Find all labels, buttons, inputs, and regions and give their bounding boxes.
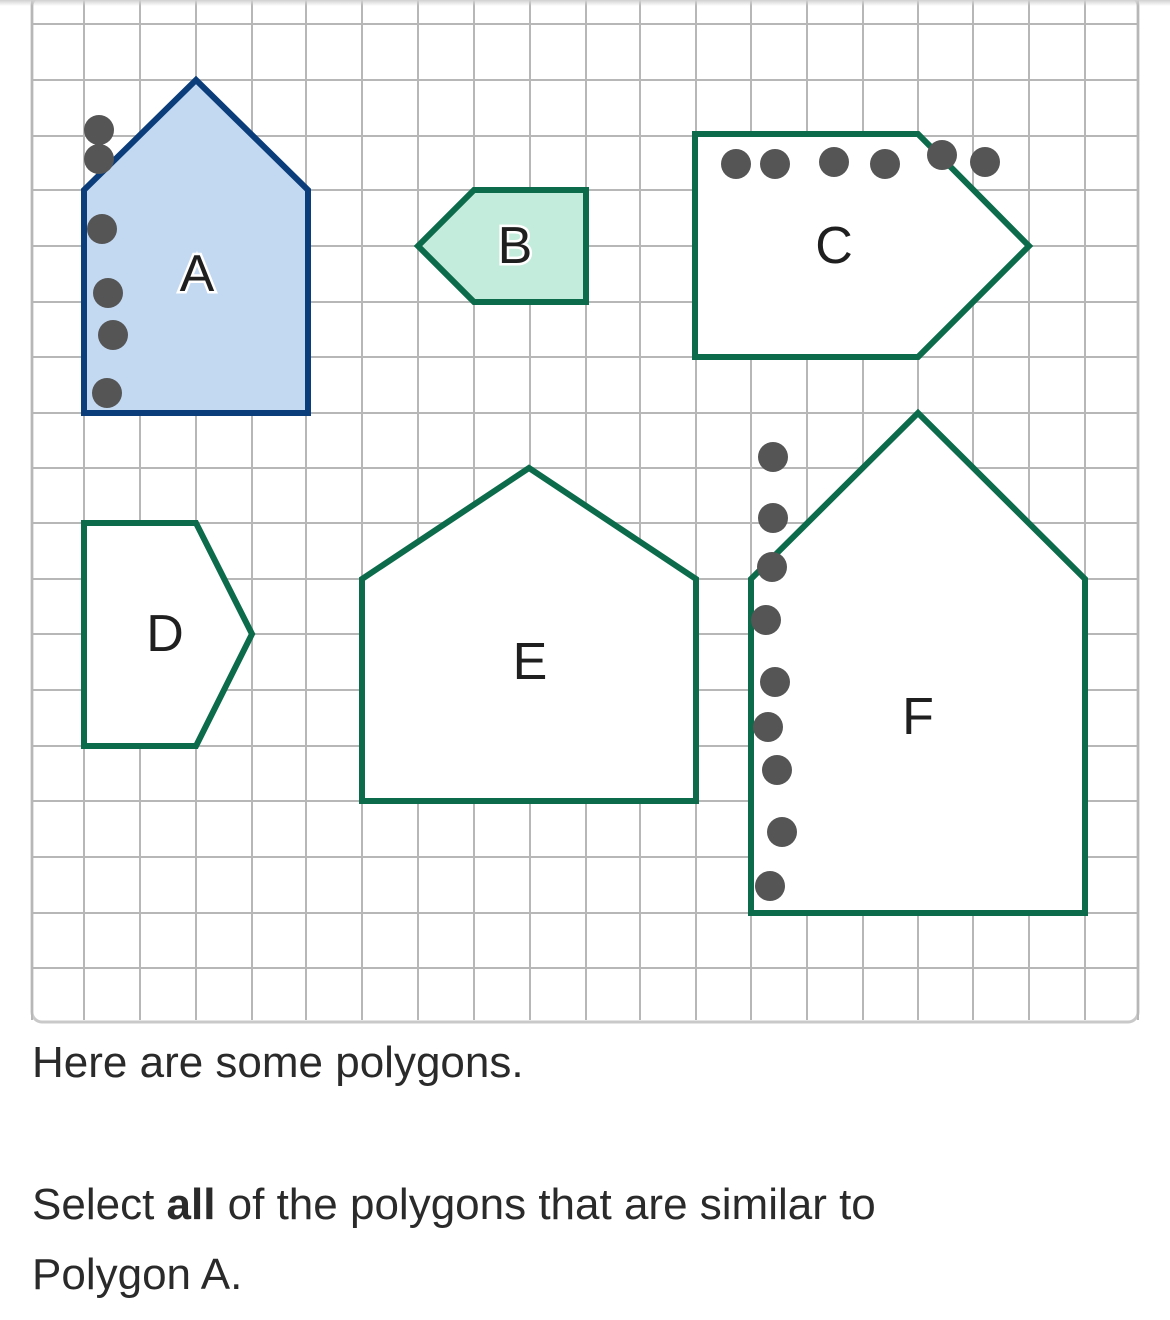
top-shadow (0, 0, 1170, 6)
polygon-f-label: F (902, 688, 934, 746)
polygon-c-label: C (815, 217, 853, 275)
intro-text: Here are some polygons. (32, 1038, 524, 1087)
polygon-b-label: B (497, 217, 533, 275)
polygon-a-label: A (179, 245, 215, 303)
question-text-emphasis: all (166, 1180, 216, 1229)
question-text-start: Select (32, 1180, 167, 1229)
question-text-end: of the polygons that are similar to Polygon A. (32, 1180, 876, 1299)
question-text (32, 1170, 1032, 1310)
polygon-e-label: E (512, 633, 548, 691)
polygon-d-label: D (146, 605, 184, 663)
